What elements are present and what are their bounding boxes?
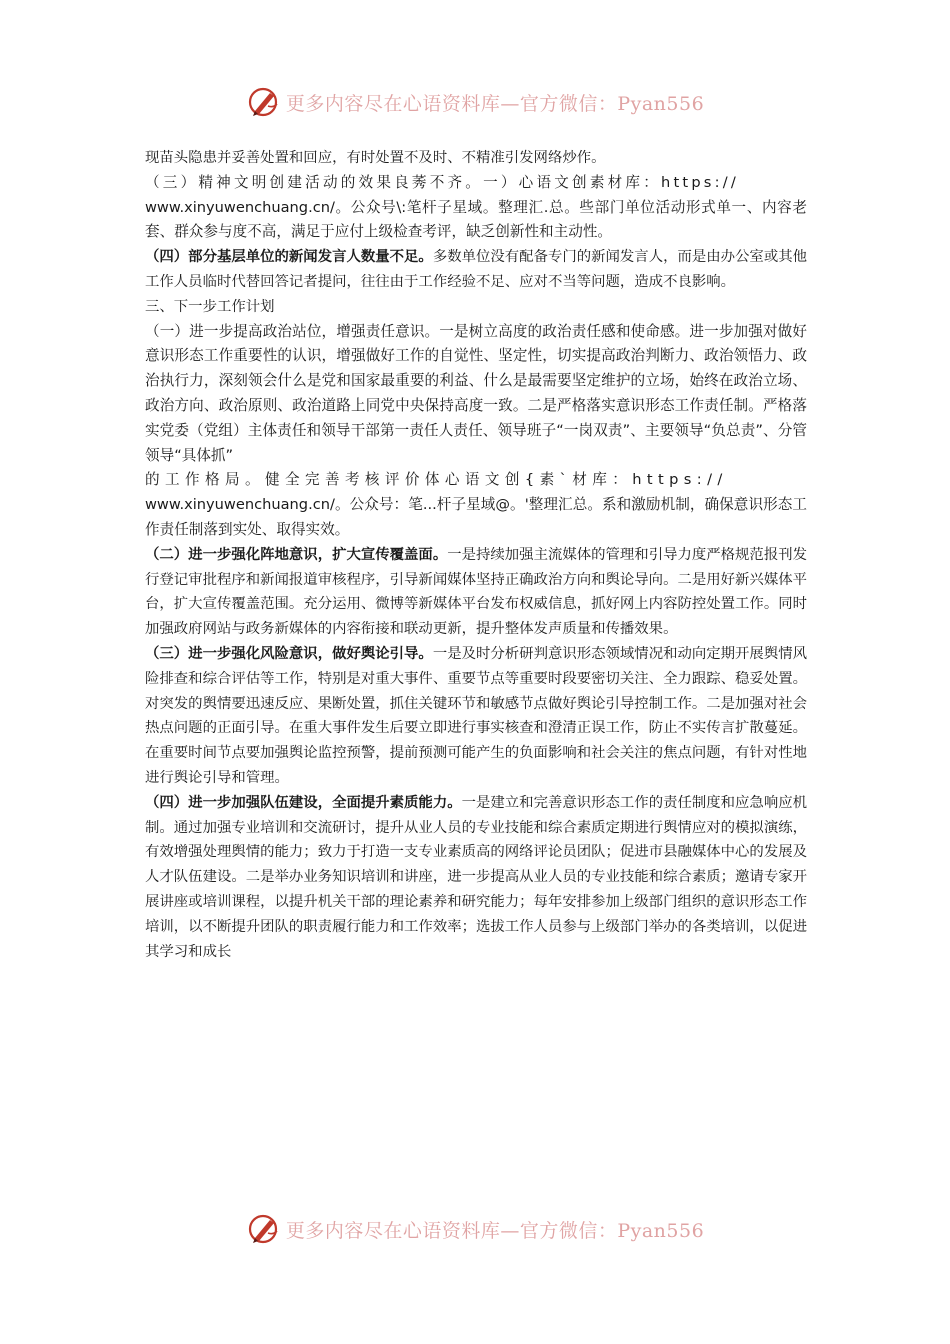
paragraph: （三）进一步强化风险意识，做好舆论引导。一是及时分析研判意识形态领域情况和动向定期开展舆情风险排查和综合评估等工作，特别是对重大事件、重要节点等重要时段要密切关注、全力跟踪、稳妥处置。对突发的舆情要迅速反应、果断处置，抓住关键环节和敏感节点做好舆论引导控制工作。二是加强对社会热点问题的正面引导。在重大事件发生后要立即进行事实核查和澄清正误工作，防止不实传言扩散蔓延。在重要时间节点要加强舆论监控预警，提前预测可能产生的负面影响和社会关注的焦点问题，有针对性地进行舆论引导和管理。: [145, 644, 807, 786]
header-banner: [0, 82, 950, 122]
paragraph-heading: （三）进一步强化风险意识，做好舆论引导。: [145, 644, 433, 662]
section-heading: 三、下一步工作计划: [145, 298, 275, 315]
paragraph: （四）进一步加强队伍建设，全面提升素质能力。一是建立和完善意识形态工作的责任制度和应急响应机制。通过加强专业培训和交流研讨，提升从业人员的专业技能和综合素质定期进行舆情应对的模拟演练，有效增强处理舆情的能力；致力于打造一支专业素质高的网络评论员团队；促进市县融媒体中心的发展及人才队伍建设。二是举办业务知识培训和讲座，进一步提高从业人员的专业技能和综合素质；邀请专家开展讲座或培训课程，以提升机关干部的理论素养和研究能力；每年安排参加上级部门组织的意识形态工作培训，以不断提升团队的职责履行能力和工作效率；选拔工作人员参与上级部门举办的各类培训，以促进其学习和成长: [145, 793, 807, 960]
pen-logo-icon: [246, 1211, 282, 1247]
paragraph-heading: （四）进一步加强队伍建设，全面提升素质能力。: [145, 793, 462, 811]
paragraph: （四）部分基层单位的新闻发言人数量不足。多数单位没有配备专门的新闻发言人，而是由办公室或其他工作人员临时代替回答记者提问，往往由于工作经验不足、应对不当等问题，造成不良影响。: [145, 248, 807, 290]
paragraph-heading: （二）进一步强化阵地意识，扩大宣传覆盖面。: [145, 545, 448, 563]
paragraph-heading: （四）部分基层单位的新闻发言人数量不足。: [145, 248, 433, 266]
footer-banner: [0, 1209, 950, 1249]
document-body: [145, 146, 807, 964]
paragraph: （二）进一步强化阵地意识，扩大宣传覆盖面。一是持续加强主流媒体的管理和引导力度严格规范报刊发行登记审批程序和新闻报道审核程序，引导新闻媒体坚持正确政治方向和舆论导向。二是用好新兴媒体平台，扩大宣传覆盖范围。充分运用、微博等新媒体平台发布权威信息，抓好网上内容防控处置工作。同时加强政府网站与政务新媒体的内容衔接和联动更新，提升整体发声质量和传播效果。: [145, 545, 807, 638]
banner-text: 更多内容尽在心语资料库—官方微信：Pyan556: [285, 92, 705, 115]
paragraph: （一）进一步提高政治站位，增强责任意识。一是树立高度的政治责任感和使命感。进一步加强对做好意识形态工作重要性的认识，增强做好工作的自觉性、坚定性，切实提高政治判断力、政治领悟力、政治执行力，深刻领会什么是党和国家最重要的利益、什么是最需要坚定维护的立场，始终在政治立场、政治方向、政治原则、政治道路上同党中央保持高度一致。二是严格落实意识形态工作责任制。严格落实党委（党组）主体责任和领导干部第一责任人责任、领导班子“一岗双责”、主要领导“负总责”、分管领导“具体抓” 的工作格局。健全完善考核评价体心语文创{素`材库：https:// www.xinyuwenchuang.cn/。公众号：笔...杆子星域@。'整理汇总。系和激励机制，确保意识形态工作责任制落到实处、取得实效。: [145, 322, 807, 538]
pen-logo-icon: [246, 84, 282, 120]
paragraph: 现苗头隐患并妥善处置和回应，有时处置不及时、不精准引发网络炒作。: [145, 150, 606, 166]
banner-text: 更多内容尽在心语资料库—官方微信：Pyan556: [285, 1219, 705, 1242]
paragraph: （三）精神文明创建活动的效果良莠不齐。一）心语文创素材库：https:// www.xinyuwenchuang.cn/。公众号\:笔杆子星域。整理汇.总。些部门单位活动形式单一、内容老套、群众参与度不高，满足于应付上级检查考评，缺乏创新性和主动性。: [145, 173, 807, 241]
